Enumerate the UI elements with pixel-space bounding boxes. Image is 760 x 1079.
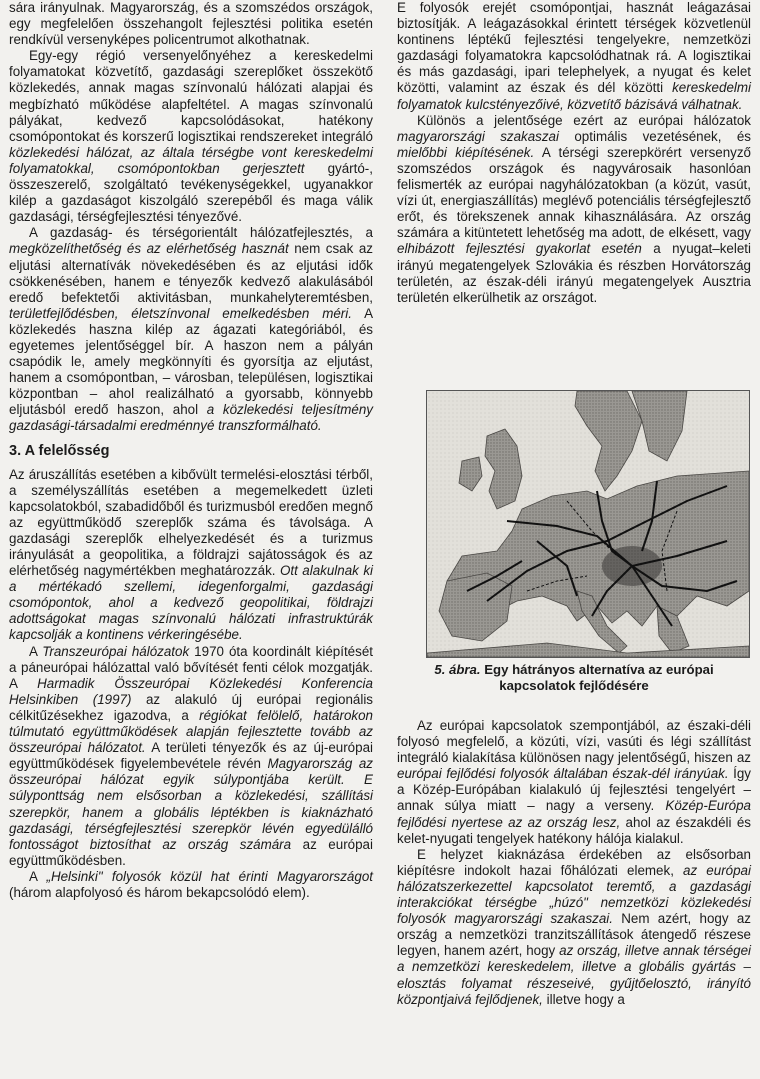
left-paragraph-4: Az áruszállítás esetében a kibővült termelési-elosztási térből, a személyszállítás esetében a megemelkedett üzleti kapcsolatokból, szabadidőből és turizmusból eredően megnő az együttműködő szereplők száma és távolsága. A gazdasági szereplők elhelyezkedését és a turizmus irányulását a geopolitika, a földrajzi sajátosságok és az elérhetőség nagymértékben meghatározzák. Ott alakulnak ki a mértékadó szellemi, idegenforgalmi, gazdasági csomópontok, ahol a kedvező geopolitikai, földrajzi adottságokat magas színvonalú hálózati infrastruktúrák kapcsolják a kontinens vérkeringésébe. xyxy=(9,466,374,643)
left-column xyxy=(9,0,373,901)
figure-caption: 5. ábra. Egy hátrányos alternatíva az európai kapcsolatok fejlődésére xyxy=(434,662,714,693)
right-paragraph-1: E folyosók erejét csomópontjai, hasznát leágazásai biztosítják. A leágazásokkal érintett térségek közvetlenül kontinens léptékű fejlesztési tengelyekre, nemzetközi gazdasági folyamatokra kapcsolódhatnak rá. A logisztikai és más gazdasági, ipari telephelyek, a nyugat és kelet közötti, valamint az észak és dél közötti kereskedelmi folyamatok kulcstényezőivé, közvetítő bázisává válhatnak. xyxy=(397,0,751,112)
right-paragraph-2: Különös a jelentősége ezért az európai hálózatok magyarországi szakaszai optimális vezetésének, és mielőbbi kiépítésének. A térségi szerepkörért versenyző szomszédos országok és nagyvárosaik hasonlóan felismerték az európai nagyhálózatokban (a közút, vasút, vízi út, energiaszállítás) meglévő potenciális térségfejlesztő erőt, és törekszenek annak kihasználására. Az ország számára a kitüntetett lehetőség ma adott, de elkésett, vagy elhibázott fejlesztési gyakorlat esetén a nyugat–keleti irányú megatengelyek Szlovákia és részben Horvátország területén, az észak-déli irányú megatengelyek Ausztria területén elkerülhetik az országot. xyxy=(397,112,751,305)
right-paragraph-3: Az európai kapcsolatok szempontjából, az északi-déli folyosó megfelelő, a közúti, vízi, vasúti és légi szállítást integráló kialakítása különösen nagy jelentőségű, hiszen az európai fejlődési folyosók általában észak-dél irányúak. Így a Közép-Európában kialakuló új fejlesztési tengelyért – annak súlya miatt – nagy a verseny. Közép-Európa fejlődési nyertese az az ország lesz, ahol az északdéli és kelet-nyugati tengelyek hatékony hálója kialakul. xyxy=(397,718,751,846)
left-paragraph-1: sára irányulnak. Magyarország, és a szomszédos országok, egy megfelelően összehangolt fejlesztési politika esetén rendkívül versenyképes policentrumot alkothatnak. xyxy=(9,0,373,48)
europe-map-figure xyxy=(426,390,750,658)
left-paragraph-6: A „Helsinki" folyosók közül hat érinti Magyarországot (három alapfolyosó és három bekapcsolódó elem). xyxy=(9,868,373,900)
europe-map-image xyxy=(427,391,749,657)
left-paragraph-5: A Transzeurópai hálózatok 1970 óta koordinált kiépítését a páneurópai hálózattal való bővítését fenti célok mozgatják. A Harmadik Összeurópai Közlekedési Konferencia Helsinkiben (1997) az alakuló új európai regionális célkitűzésekhez igazodva, a régiókat felölelő, határokon túlmutató együttműködések alapján fejlesztette tovább az összeurópai hálózatot. A területi tényezők és az új-európai együttműködések figyelembevétele révén Magyarország az összeurópai hálózat egyik súlypontjába került. E súlyponttság nem elsősorban a közlekedési, szállítási szerepkör, hanem a globális léptékben is kiaknázható gazdasági, térségfejlesztési szerepkör lévén egyedülálló fontosságot biztosíthat az ország számára az európai együttműködésben. xyxy=(9,643,373,868)
right-column-top xyxy=(397,0,751,306)
section-heading: 3. A felelősség xyxy=(9,442,110,459)
left-paragraph-2: Egy-egy régió versenyelőnyéhez a kereskedelmi folyamatokat közvetítő, gazdasági szereplőket összekötő közlekedés, annak magas színvonalú hálózati alapjai és megbízható működése alapfeltétel. A magas színvonalú pályákat, kedvező kapcsolódásokat, hatékony csomópontokat és korszerű logisztikai rendszereket integráló közlekedési hálózat, az általa térségbe vont kereskedelmi folyamatokkal, csomópontokban gerjesztett gyártó-, összeszerelő, szolgáltató tevékenységekkel, ugyanakkor kilép a gazdaságot kiszolgáló szerepéből és maga válik gazdasági, térségfejlesztési tényezővé. xyxy=(9,48,373,225)
right-column-bottom xyxy=(397,718,751,1008)
left-paragraph-3: A gazdaság- és térségorientált hálózatfejlesztés, a megközelíthetőség és az elérhetőség hasznát nem csak az eljutási alternatívák növekedésében és az eljutási idők csökkenésében, hanem e tényezők kedvező alakulásából eredő befektetői aktivitásban, munkahelyteremtésben, területfejlődésben, életszínvonal emelkedésben méri. A közlekedés haszna kilép az ágazati kategóriából, és egyetemes jelentőséggel bír. A haszon nem a pályán csapódik le, amely megkönnyíti és gyorsítja az eljutást, hanem a csomópontban, – városban, településen, logisztikai központban – ahol realizálható a gyorsabb, könnyebb eljutásból eredő haszon, ahol a közlekedési teljesítmény gazdasági-társadalmi eredménnyé transzformálható. xyxy=(9,225,373,434)
right-paragraph-4: E helyzet kiaknázása érdekében az elsősorban kiépítésre indokolt hazai főhálózati elemek, az európai hálózatszerkezettel kapcsolatot teremtő, a gazdasági interakciókat térségbe „húzó" nemzetközi közlekedési folyosók magyarországi szakaszai. Nem azért, hogy az ország a nemzetközi tranzitszállítások átengedő részese legyen, hanem azért, hogy az ország, illetve annak térségei a nemzetközi kereskedelem, illetve a globális gyártás – elosztás folyamat részeseivé, gyűjtőelosztó, irányító központjaivá fejlődjenek, illetve hogy a xyxy=(397,846,752,1007)
